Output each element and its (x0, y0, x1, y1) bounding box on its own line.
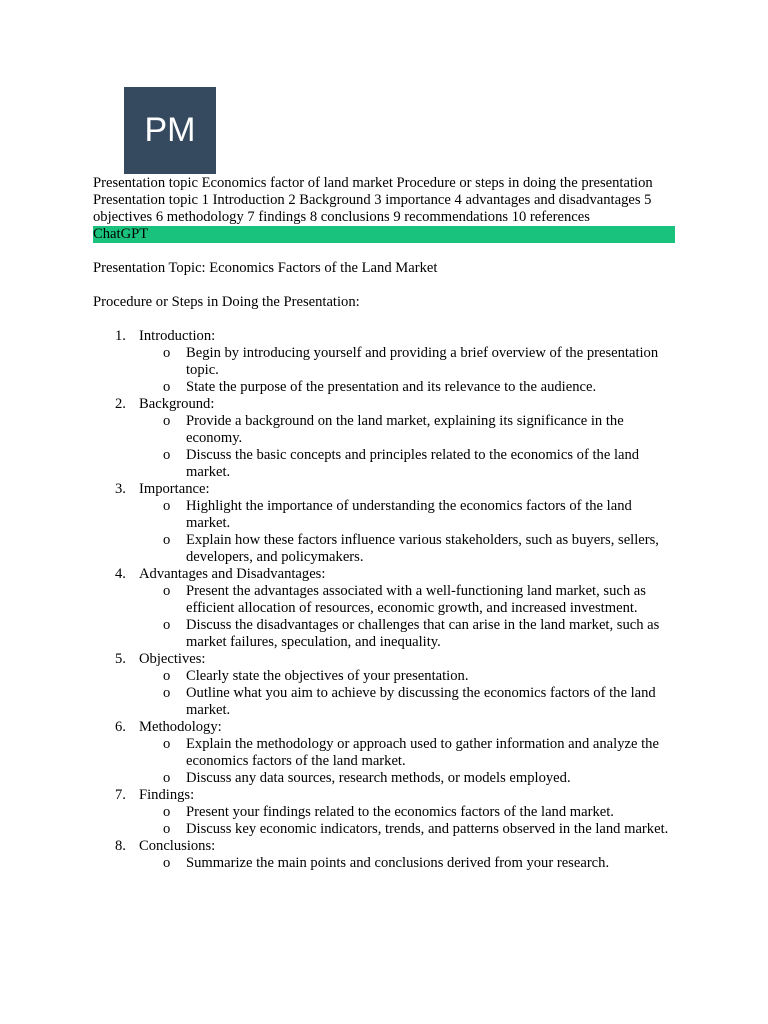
step-item (93, 838, 675, 872)
step-title: Objectives: (139, 651, 206, 667)
sub-item-text: Discuss any data sources, research methods, or models employed. (186, 770, 571, 786)
bullet-icon: o (163, 532, 171, 548)
step-title: Conclusions: (139, 838, 216, 854)
step-sublist (139, 583, 675, 651)
step-number: 7. (115, 787, 126, 803)
step-sublist (139, 804, 675, 838)
sub-list-item (139, 736, 675, 770)
bullet-icon: o (163, 685, 171, 701)
sub-list-item (139, 668, 675, 685)
bullet-icon: o (163, 583, 171, 599)
response-label-bar: ChatGPT (93, 226, 675, 243)
sub-item-text: Summarize the main points and conclusions derived from your research. (186, 855, 610, 871)
document-body (93, 175, 675, 872)
step-sublist (139, 855, 675, 872)
step-item (93, 481, 675, 566)
sub-item-text: Clearly state the objectives of your presentation. (186, 668, 469, 684)
step-item (93, 787, 675, 838)
sub-list-item (139, 855, 675, 872)
bullet-icon: o (163, 736, 171, 752)
step-item (93, 566, 675, 651)
sub-item-text: Explain the methodology or approach used to gather information and analyze the economics factors of the land market. (186, 736, 659, 769)
step-number: 6. (115, 719, 126, 735)
bullet-icon: o (163, 447, 171, 463)
step-title: Advantages and Disadvantages: (139, 566, 326, 582)
step-number: 5. (115, 651, 126, 667)
step-number: 4. (115, 566, 126, 582)
step-number: 1. (115, 328, 126, 344)
bullet-icon: o (163, 617, 171, 633)
bullet-icon: o (163, 668, 171, 684)
step-item (93, 396, 675, 481)
sub-item-text: Discuss key economic indicators, trends, and patterns observed in the land market. (186, 821, 669, 837)
user-avatar (124, 87, 216, 174)
bullet-icon: o (163, 821, 171, 837)
sub-list-item (139, 770, 675, 787)
sub-item-text: Present your findings related to the economics factors of the land market. (186, 804, 614, 820)
sub-list-item (139, 617, 675, 651)
avatar-initials: PM (144, 111, 196, 149)
step-item (93, 719, 675, 787)
user-prompt: Presentation topic Economics factor of land market Procedure or steps in doing the presentation Presentation topic 1 Introduction 2 Background 3 importance 4 advantages and disadvantages 5 objectives 6 methodology 7 findings 8 conclusions 9 recommendations 10 references (93, 175, 653, 225)
step-title: Findings: (139, 787, 195, 803)
step-number: 8. (115, 838, 126, 854)
sub-list-item (139, 685, 675, 719)
bullet-icon: o (163, 770, 171, 786)
step-sublist (139, 736, 675, 787)
sub-list-item (139, 821, 675, 838)
sub-list-item (139, 532, 675, 566)
steps-list (93, 328, 675, 872)
sub-item-text: Provide a background on the land market, explaining its significance in the economy. (186, 413, 624, 446)
sub-item-text: Highlight the importance of understanding the economics factors of the land market. (186, 498, 632, 531)
sub-item-text: Begin by introducing yourself and providing a brief overview of the presentation topic. (186, 345, 659, 378)
step-title: Introduction: (139, 328, 216, 344)
bullet-icon: o (163, 413, 171, 429)
sub-list-item (139, 804, 675, 821)
step-item (93, 328, 675, 396)
sub-list-item (139, 583, 675, 617)
step-item (93, 651, 675, 719)
bullet-icon: o (163, 855, 171, 871)
bullet-icon: o (163, 345, 171, 361)
step-number: 3. (115, 481, 126, 497)
sub-item-text: Explain how these factors influence various stakeholders, such as buyers, sellers, developers, and policymakers. (186, 532, 659, 565)
bullet-icon: o (163, 498, 171, 514)
sub-list-item (139, 498, 675, 532)
sub-list-item (139, 413, 675, 447)
sub-item-text: Outline what you aim to achieve by discussing the economics factors of the land market. (186, 685, 656, 718)
sub-item-text: State the purpose of the presentation and its relevance to the audience. (186, 379, 597, 395)
step-title: Background: (139, 396, 215, 412)
procedure-line: Procedure or Steps in Doing the Presentation: (93, 294, 360, 310)
step-title: Importance: (139, 481, 210, 497)
sub-item-text: Discuss the disadvantages or challenges that can arise in the land market, such as market failures, speculation, and inequality. (186, 617, 660, 650)
sub-item-text: Present the advantages associated with a well-functioning land market, such as efficient allocation of resources, economic growth, and increased investment. (186, 583, 646, 616)
step-sublist (139, 345, 675, 396)
sub-list-item (139, 447, 675, 481)
step-sublist (139, 413, 675, 481)
step-title: Methodology: (139, 719, 222, 735)
bullet-icon: o (163, 804, 171, 820)
topic-line: Presentation Topic: Economics Factors of the Land Market (93, 260, 438, 276)
step-sublist (139, 668, 675, 719)
bullet-icon: o (163, 379, 171, 395)
sub-list-item (139, 345, 675, 379)
step-number: 2. (115, 396, 126, 412)
sub-item-text: Discuss the basic concepts and principles related to the economics of the land market. (186, 447, 640, 480)
sub-list-item (139, 379, 675, 396)
step-sublist (139, 498, 675, 566)
